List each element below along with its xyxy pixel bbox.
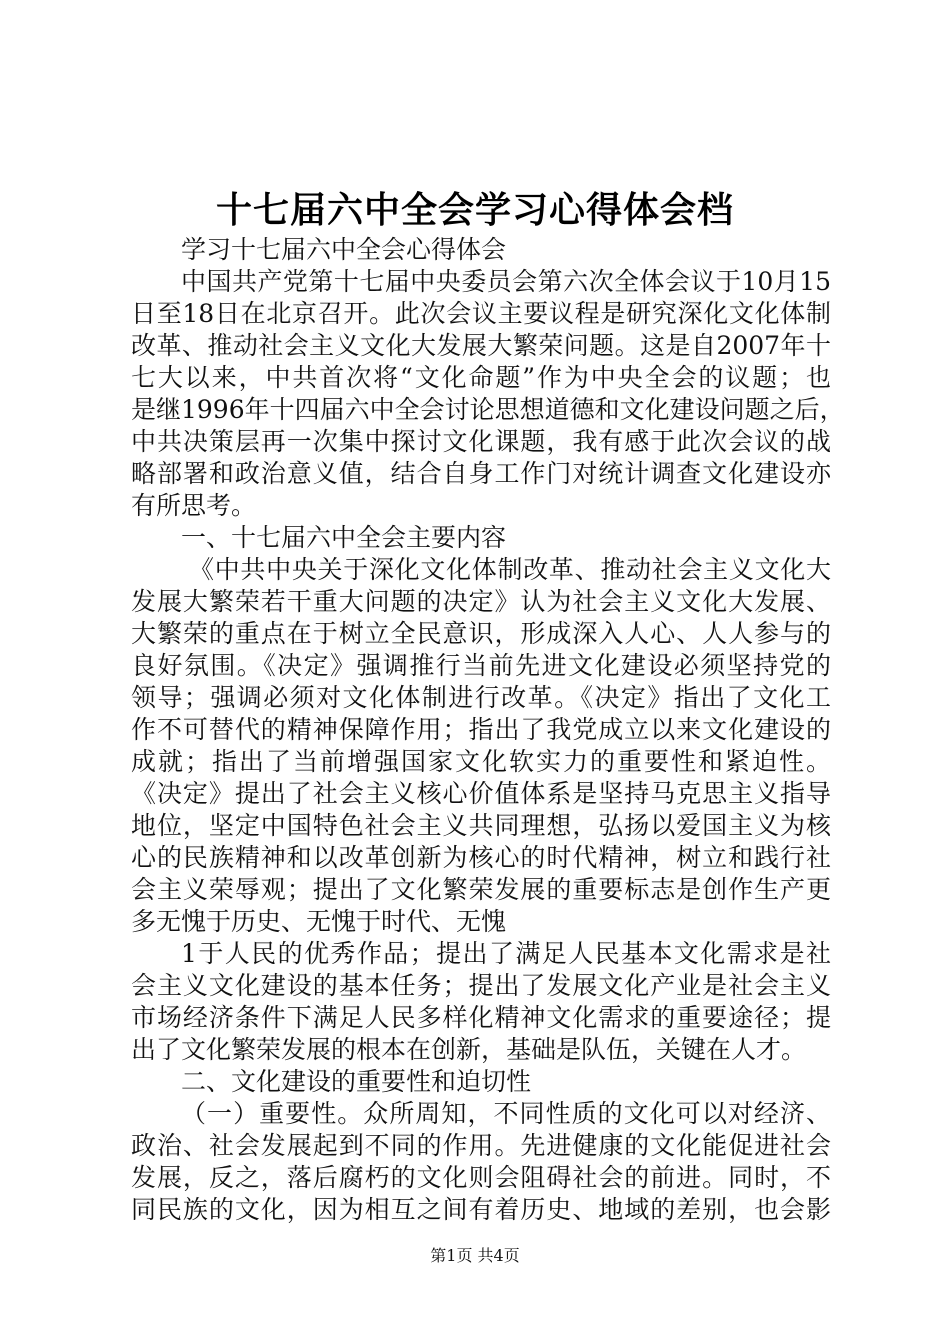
paragraph-line: 出了文化繁荣发展的根本在创新，基础是队伍，关键在人才。 <box>131 1035 807 1064</box>
page-number-footer: 第1页 共4页 <box>430 1246 520 1265</box>
paragraph-line: 七大以来，中共首次将“文化命题”作为中央全会的议题；也 <box>131 363 831 392</box>
paragraph-line: 有所思考。 <box>131 491 257 520</box>
paragraph-line: （一）重要性。众所周知，不同性质的文化可以对经济、 <box>181 1099 831 1128</box>
paragraph-line: 发展大繁荣若干重大问题的决定》认为社会主义文化大发展、 <box>131 587 831 616</box>
paragraph-line: 《中共中央关于深化文化体制改革、推动社会主义文化大 <box>189 555 831 584</box>
paragraph-line: 多无愧于历史、无愧于时代、无愧 <box>131 907 507 936</box>
paragraph-line: 发展，反之，落后腐朽的文化则会阻碍社会的前进。同时，不 <box>131 1163 831 1192</box>
paragraph-line: 成就；指出了当前增强国家文化软实力的重要性和紧迫性。 <box>131 747 831 776</box>
subtitle-line: 学习十七届六中全会心得体会 <box>181 235 507 264</box>
paragraph-line: 《决定》提出了社会主义核心价值体系是坚持马克思主义指导 <box>131 779 831 808</box>
paragraph-line: 市场经济条件下满足人民多样化精神文化需求的重要途径；提 <box>131 1003 831 1032</box>
paragraph-line: 日至18日在北京召开。此次会议主要议程是研究深化文化体制 <box>131 299 831 328</box>
section-heading-1: 一、十七届六中全会主要内容 <box>181 523 507 552</box>
document-body <box>131 234 845 1226</box>
paragraph-line: 领导；强调必须对文化体制进行改革。《决定》指出了文化工 <box>131 683 831 712</box>
paragraph-line: 政治、社会发展起到不同的作用。先进健康的文化能促进社会 <box>131 1131 831 1160</box>
paragraph-line: 大繁荣的重点在于树立全民意识，形成深入人心、人人参与的 <box>131 619 831 648</box>
paragraph-line: 会主义荣辱观；提出了文化繁荣发展的重要标志是创作生产更 <box>131 875 831 904</box>
paragraph-line: 会主义文化建设的基本任务；提出了发展文化产业是社会主义 <box>131 971 831 1000</box>
paragraph-line: 中共决策层再一次集中探讨文化课题，我有感于此次会议的战 <box>131 427 831 456</box>
paragraph-line: 是继1996年十四届六中全会讨论思想道德和文化建设问题之后， <box>131 395 845 424</box>
paragraph-line: 中国共产党第十七届中央委员会第六次全体会议于10月15 <box>181 267 831 296</box>
document-title: 十七届六中全会学习心得体会档 <box>215 189 734 231</box>
section-heading-2: 二、文化建设的重要性和迫切性 <box>181 1067 532 1096</box>
paragraph-line: 心的民族精神和以改革创新为核心的时代精神，树立和践行社 <box>131 843 831 872</box>
paragraph-line: 良好氛围。《决定》强调推行当前先进文化建设必须坚持党的 <box>131 651 831 680</box>
paragraph-line: 1于人民的优秀作品；提出了满足人民基本文化需求是社 <box>181 939 831 968</box>
paragraph-line: 略部署和政治意义值，结合自身工作门对统计调查文化建设亦 <box>131 459 831 488</box>
paragraph-line: 作不可替代的精神保障作用；指出了我党成立以来文化建设的 <box>131 715 831 744</box>
paragraph-line: 地位，坚定中国特色社会主义共同理想，弘扬以爱国主义为核 <box>131 811 831 840</box>
paragraph-line: 同民族的文化，因为相互之间有着历史、地域的差别，也会影 <box>131 1195 831 1224</box>
paragraph-line: 改革、推动社会主义文化大发展大繁荣问题。这是自2007年十 <box>131 331 831 360</box>
